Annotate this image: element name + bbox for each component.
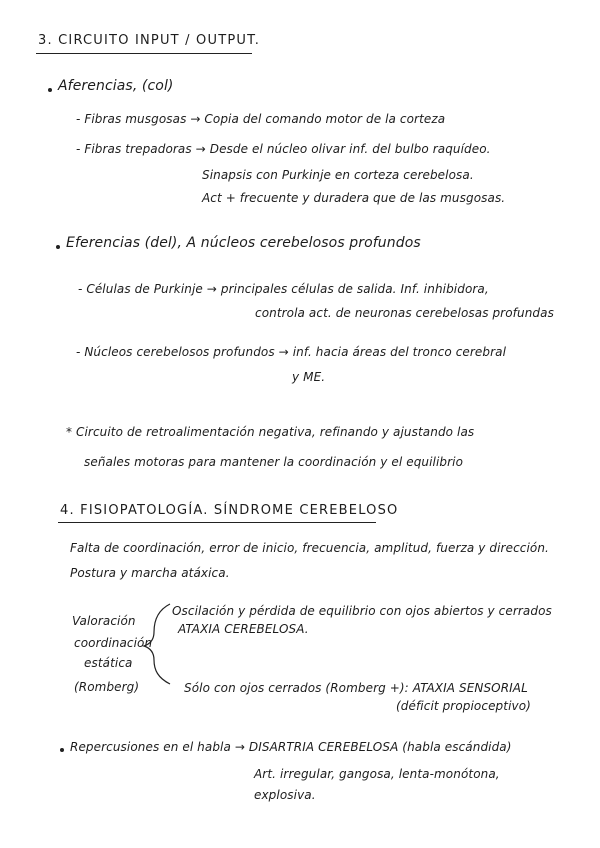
efferents-line-2: controla act. de neuronas cerebelosas profundas: [255, 306, 554, 320]
branch-upper-line-1: Oscilación y pérdida de equilibrio con ojos abiertos y cerrados: [172, 604, 552, 618]
bullet-icon: [60, 748, 64, 752]
valuation-label-1: Valoración: [72, 614, 136, 628]
intro-line-1: Falta de coordinación, error de inicio, frecuencia, amplitud, fuerza y dirección.: [70, 541, 549, 555]
efferents-line-3: - Núcleos cerebelosos profundos → inf. hacia áreas del tronco cerebral: [76, 345, 507, 359]
valuation-label-4: (Romberg): [74, 680, 140, 694]
note-line-1: * Circuito de retroalimentación negativa, refinando y ajustando las: [66, 425, 475, 439]
valuation-label-3: estática: [84, 656, 133, 670]
branch-lower-line-1: Sólo con ojos cerrados (Romberg +): ATAXIA SENSORIAL: [184, 681, 528, 695]
efferents-line-1: - Células de Purkinje → principales células de salida. Inf. inhibidora,: [78, 282, 489, 296]
repercussions-line-1: Repercusiones en el habla → DISARTRIA CEREBELOSA (habla escándida): [70, 740, 512, 754]
repercussions-line-2: Art. irregular, gangosa, lenta-monótona,: [254, 767, 500, 781]
afferents-heading: Aferencias, (col): [58, 78, 174, 94]
section-4-title: 4. FISIOPATOLOGÍA. SÍNDROME CEREBELOSO: [60, 503, 399, 518]
repercussions-line-3: explosiva.: [254, 788, 316, 802]
branch-upper-line-2: ATAXIA CEREBELOSA.: [178, 622, 309, 636]
note-line-2: señales motoras para mantener la coordinación y el equilibrio: [84, 455, 464, 469]
bullet-icon: [48, 88, 52, 92]
valuation-label-2: coordinación: [74, 636, 153, 650]
section-3-title: 3. CIRCUITO INPUT / OUTPUT.: [38, 33, 261, 48]
branch-lower-line-2: (déficit propioceptivo): [396, 699, 531, 713]
intro-line-2: Postura y marcha atáxica.: [70, 566, 230, 580]
section-3-title-underline: [36, 53, 252, 54]
afferents-line-1: - Fibras musgosas → Copia del comando motor de la corteza: [76, 112, 446, 126]
efferents-line-4: y ME.: [292, 370, 326, 384]
afferents-line-2: - Fibras trepadoras → Desde el núcleo olivar inf. del bulbo raquídeo.: [76, 142, 491, 156]
afferents-line-4: Act + frecuente y duradera que de las musgosas.: [202, 191, 506, 205]
bullet-icon: [56, 245, 60, 249]
efferents-heading: Eferencias (del), A núcleos cerebelosos profundos: [66, 235, 421, 251]
section-4-title-underline: [58, 522, 376, 523]
afferents-line-3: Sinapsis con Purkinje en corteza cerebelosa.: [202, 168, 474, 182]
